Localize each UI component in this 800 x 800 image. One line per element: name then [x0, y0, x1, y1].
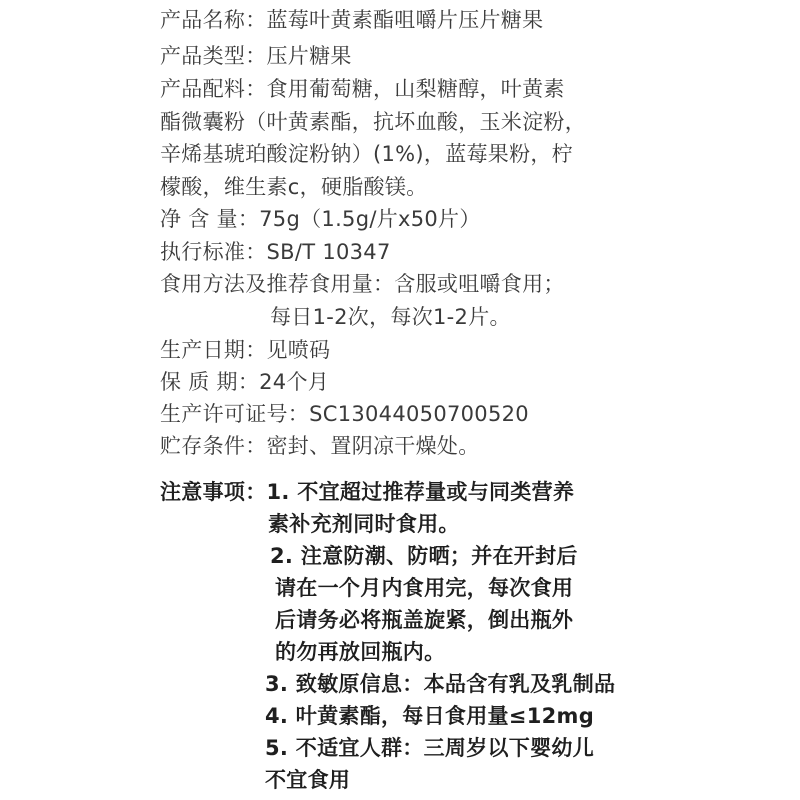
license-line: 生产许可证号：SC13044050700520: [160, 402, 529, 426]
production-date-line: 生产日期：见喷码: [160, 338, 331, 362]
notes-line-7: 3. 致敏原信息：本品含有乳及乳制品: [265, 672, 616, 696]
standard-line: 执行标准：SB/T 10347: [160, 240, 391, 264]
notes-line-4: 请在一个月内食用完，每次食用: [275, 576, 574, 600]
usage-line-2: 每日1-2次，每次1-2片。: [270, 305, 511, 329]
ingredients-line-4: 檬酸，维生素c，硬脂酸镁。: [160, 175, 428, 199]
product-type-line: 产品类型：压片糖果: [160, 44, 352, 68]
ingredients-line-1: 产品配料：食用葡萄糖，山梨糖醇，叶黄素: [160, 77, 565, 101]
notes-line-3: 2. 注意防潮、防晒；并在开封后: [270, 544, 578, 568]
storage-line: 贮存条件：密封、置阴凉干燥处。: [160, 434, 480, 458]
notes-line-1: 注意事项：1. 不宜超过推荐量或与同类营养: [160, 480, 575, 504]
product-name-line: 产品名称：蓝莓叶黄素酯咀嚼片压片糖果: [160, 8, 544, 32]
ingredients-line-3: 辛烯基琥珀酸淀粉钠）(1%)，蓝莓果粉，柠: [160, 142, 573, 166]
shelf-life-line: 保 质 期：24个月: [160, 370, 330, 394]
net-content-line: 净 含 量：75g（1.5g/片x50片）: [160, 207, 481, 231]
usage-line-1: 食用方法及推荐食用量：含服或咀嚼食用；: [160, 272, 565, 296]
notes-line-10: 不宜食用: [265, 768, 351, 792]
notes-line-2: 素补充剂同时食用。: [268, 512, 460, 536]
notes-line-8: 4. 叶黄素酯，每日食用量≤12mg: [265, 704, 595, 728]
notes-line-9: 5. 不适宜人群：三周岁以下婴幼儿: [265, 736, 594, 760]
notes-line-5: 后请务必将瓶盖旋紧，倒出瓶外: [275, 608, 574, 632]
ingredients-line-2: 酯微囊粉（叶黄素酯，抗坏血酸，玉米淀粉，: [160, 110, 586, 134]
notes-line-6: 的勿再放回瓶内。: [275, 640, 446, 664]
